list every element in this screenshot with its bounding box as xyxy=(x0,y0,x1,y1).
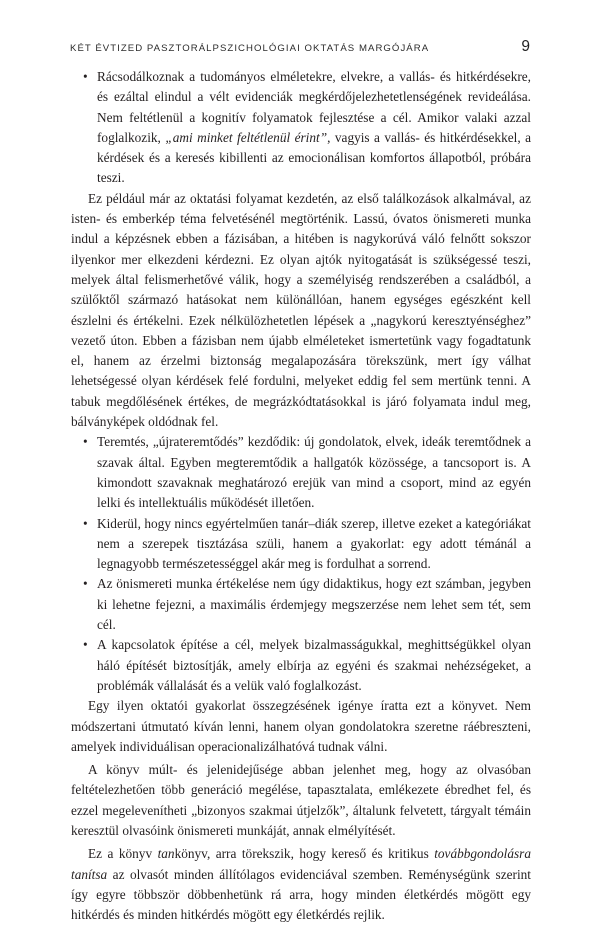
closing-paragraph xyxy=(71,844,531,925)
list-item-text: Kiderül, hogy nincs egyértelműen tanár–diák szerep, illetve ezeket a kategóriákat nem a szerepek tisztázása szüli, hanem a gyakorlat: egy adott témánál a legnagyobb természetességgel akár meg is fordulhat a sorrend. xyxy=(97,515,531,572)
paragraph-text: könyv, arra törekszik, hogy kereső és kritikus xyxy=(174,846,435,862)
list-item xyxy=(71,574,531,635)
intro-bullet-text-2: , vagyis a vallás- és hitkérdésekkel, a kérdések és a keresés kibillenti az emocionálisan komfortos állapotból, próbára teszi. xyxy=(97,129,531,186)
running-title: KÉT ÉVTIZED PASZTORÁLPSZICHOLÓGIAI OKTATÁS MARGÓJÁRA xyxy=(70,43,430,54)
paragraph: Egy ilyen oktatói gyakorlat összegzésének igénye íratta ezt a könyvet. Nem módszertani útmutató kíván lenni, hanem olyan gondolatokra szeretne ráébreszteni, amelyek individuálisan operacionalizálhatóvá tudnak válni. xyxy=(71,698,531,754)
list-item xyxy=(71,514,531,575)
list-item-text: Az önismereti munka értékelése nem úgy didaktikus, hogy ezt számban, jegyben ki lehetne fejezni, a maximális érdemjegy megszerzése nem lehet sem tét, sem cél. xyxy=(97,576,531,633)
emphasis-text: tan xyxy=(157,846,175,862)
list-item-text: A kapcsolatok építése a cél, melyek bizalmasságukkal, meghittségükkel olyan háló építését biztosítják, amely elbírja az egyéni és szakmai nehézségeket, a problémák vállalását és a velük való foglalkozást. xyxy=(97,637,531,693)
intro-bullet-quote: „ami minket feltétlenül érint” xyxy=(165,129,328,145)
bullet-icon: • xyxy=(83,576,88,592)
paragraph: A könyv múlt- és jelenidejűsége abban jelenhet meg, hogy az olvasóban feltételezhetően több generáció megélése, tapasztalata, emlékezete ébredhet fel, és ezzel megelevenítheti „bizonyos szakmai útjelzők”, általunk felvetett, tárgyalt témáin keresztül olvasóink önismereti munkáját, annak elmélyítését. xyxy=(71,762,531,838)
intro-bullet-list xyxy=(71,67,531,189)
list-item xyxy=(71,432,531,513)
bullet-icon: • xyxy=(83,69,88,84)
paragraph: Ez például már az oktatási folyamat kezdetén, az első találkozások alkalmával, az isten- és emberkép téma felvetésénél megtörténik. Lassú, óvatos önismereti munka indul a képzésnek ebben a fázisában, a hitében is nagykorúvá váló felnőtt sokszor ilyenkor mer elkezdeni kérdezni. Ez olyan ajtók nyitogatását is szükségessé teszi, melyek által felismerhetővé válik, hogy a személyiség rendszerében a családból, a szülőktől származó hatásokat nem különállóan, hanem egységes egészként kell észlelni és értékelni. Ezek nélkülözhetetlen lépések a „nagykorú keresztyénséghez” vezető úton. Ebben a fázisban nem újabb elméleteket ismertetünk vagy fogadtatunk el, hanem az érzelmi biztonság megalapozására törekszünk, mert így válhat lehetségessé olyan kérdések felé fordulni, melyeket eddig fel sem mertünk tenni. A tabuk megdőlésének értékes, de megrázkódtatásokkal is járó folyamata indul meg, bálványképek oldódnak fel. xyxy=(71,190,531,430)
paragraph-text: Ez a könyv xyxy=(88,846,158,862)
page-number: 9 xyxy=(521,38,530,55)
bullet-icon: • xyxy=(83,637,88,653)
body-text xyxy=(71,67,531,925)
emphasis-text: továbbgondolásra tanítsa xyxy=(71,846,531,882)
list-item-text: Teremtés, „újrateremtődés” kezdődik: új gondolatok, elvek, ideák teremtődnek a szavak által. Egyben megteremtődik a hallgatók közössége, a tancsoport is. A kimondott szavaknak meghatározó erejük van mind a csoport, mind az egyén lelki és intellektuális működését illetően. xyxy=(97,434,531,511)
bullet-icon: • xyxy=(83,434,88,450)
bullet-icon: • xyxy=(83,515,88,531)
running-header xyxy=(70,39,530,59)
list-item xyxy=(71,635,531,696)
bullet-list xyxy=(71,432,531,696)
intro-bullet-text-1: Rácsodálkoznak a tudományos elméletekre, elvekre, a vallás- és hitkérdésekre, és ezáltal elindul a vélt evidenciák megkérdőjelezhetetlenségének revideálása. Nem feltétlenül a kognitív folyamatok fejlesztése a cél. Amikor valaki azzal foglalkozik, xyxy=(97,69,531,145)
paragraph-text: az olvasót minden állítólagos evidenciával szemben. Reménységünk szerint így egyre többször döbbenhetünk rá arra, hogy minden életkérdés mögött egy hitkérdés és minden hitkérdés mögött egy életkérdés rejlik. xyxy=(71,866,531,923)
list-item xyxy=(71,67,531,189)
